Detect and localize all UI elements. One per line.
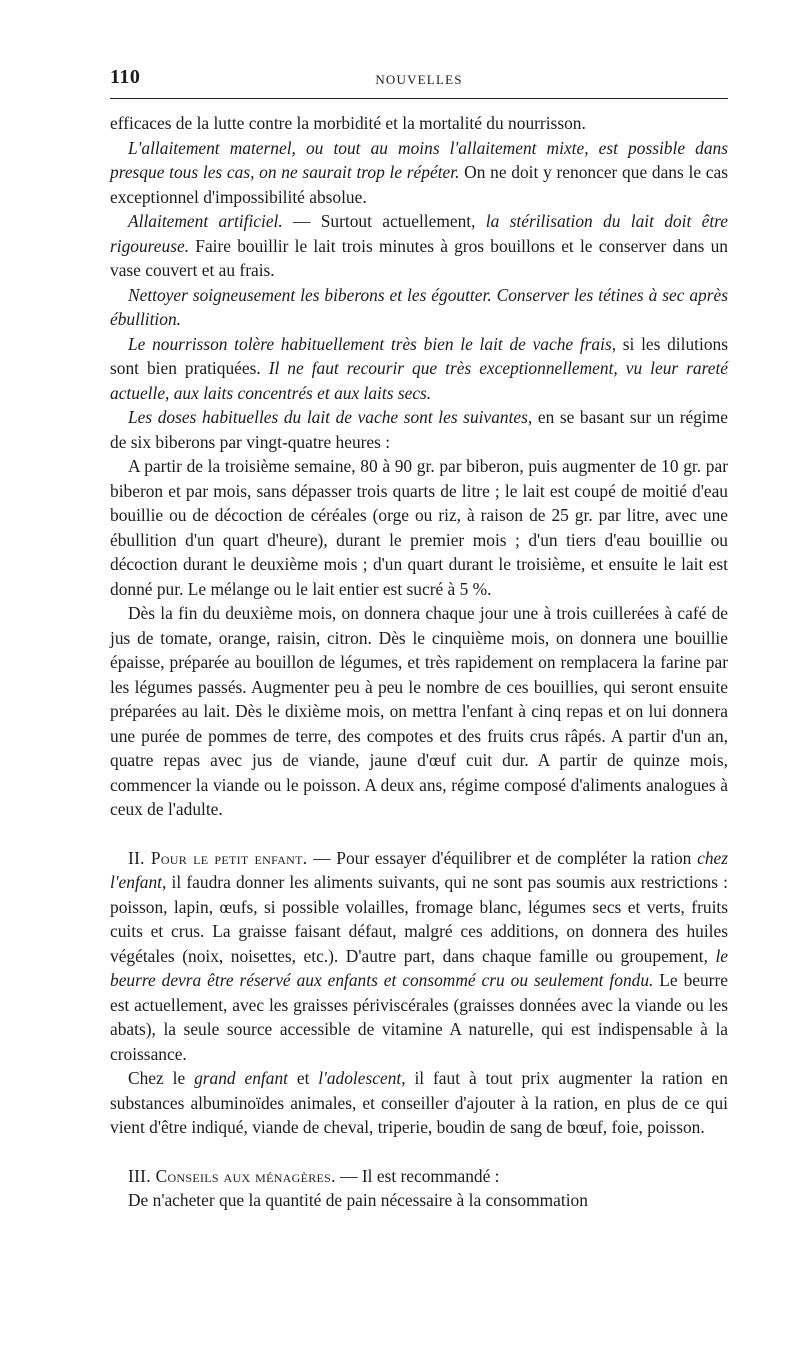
italic-run: Les doses habituelles du lait de vache sont les suivantes, [128,407,533,427]
italic-run: Allaitement artificiel. [128,211,283,231]
section-paragraph [110,846,728,1067]
section-paragraph [110,1164,728,1189]
text-run: De n'acheter que la quantité de pain nécessaire à la consommation [128,1190,588,1210]
text-run: On ne doit y renoncer que dans le cas exceptionnel d'impossibilité absolue. [110,162,728,207]
italic-run: Nettoyer soigneusement les biberons et les égoutter. Conserver les tétines à sec après ébullition. [110,284,728,329]
text-run: et [287,1068,319,1088]
text-run: Chez le [128,1068,195,1088]
section-heading: II. Pour le petit enfant. [128,847,308,868]
text-run: il faudra donner les aliments suivants, qui ne sont pas soumis aux restrictions : poisson, lapin, œufs, si possible volailles, fromage blanc, légumes secs et verts, fruits cuits et crus. La graisse faisant défaut, malgré ces additions, on donnera des huiles végétales (noix, noisettes, etc.). D'autre part, dans chaque famille ou groupement, [110,872,728,966]
paragraph [110,601,728,822]
body-text [110,111,728,1213]
header-rule [110,98,728,99]
paragraph [110,283,728,332]
paragraph [110,405,728,454]
text-run: si les dilutions sont bien pratiquées. [110,333,728,378]
text-run: — Surtout actuellement, [282,211,486,231]
paragraph [110,209,728,283]
italic-run: L'allaitement maternel, ou tout au moins l'allaitement mixte, est possible dans presque tous les cas, on ne saurait trop le répéter. [110,137,728,182]
paragraph [110,1188,728,1213]
italic-run: Il ne faut recourir que très exceptionnellement, vu leur rareté actuelle, aux laits concentrés et aux laits secs. [110,358,728,403]
paragraph [110,454,728,601]
paragraph [110,332,728,406]
text-run: il faut à tout prix augmenter la ration en substances albuminoïdes animales, et conseiller d'ajouter à la ration, en plus de ce qui vient d'être indiqué, viande de cheval, triperie, boudin de sang de bœuf, foie, poisson. [110,1068,728,1137]
text-run: Le beurre est actuellement, avec les graisses périviscérales (graisses données avec la viande ou les abats), la seule source accessible de vitamine A naturelle, qui est indispensable à la croissance. [110,970,728,1064]
italic-run: la stérilisation du lait doit être rigoureuse. [110,211,728,256]
italic-run: l'adolescent, [318,1068,406,1088]
text-run: Dès la fin du deuxième mois, on donnera chaque jour une à trois cuillerées à café de jus de tomate, orange, raisin, citron. Dès le cinquième mois, on donnera une bouillie épaisse, préparée au bouillon de légumes, et très rapidement on remplacera la farine par les légumes passés. Augmenter peu à peu le nombre de ces bouillies, qui seront ensuite préparées au lait. Dès le dixième mois, on mettra l'enfant à cinq repas et on lui donnera une purée de pommes de terre, des compotes et des fruits crus râpés. A partir d'un an, quatre repas avec jus de viande, jaune d'œuf cuit dur. A partir de quinze mois, commencer la viande ou le poisson. A deux ans, régime composé d'aliments analogues à ceux de l'adulte. [110,603,728,819]
text-run: A partir de la troisième semaine, 80 à 90 gr. par biberon, puis augmenter de 10 gr. par biberon et par mois, sans dépasser trois quarts de litre ; le lait est coupé de moitié d'eau bouillie ou de décoction de céréales (orge ou riz, à raison de 25 gr. par litre, avec une ébullition d'un quart d'heure), durant le premier mois ; d'un tiers d'eau bouillie ou décoction durant le deuxième mois ; d'un quart durant le troisième, et ensuite le lait est donné pur. Le mélange ou le lait entier est sucré à 5 %. [110,456,728,599]
paragraph [110,111,728,136]
text-run: — Pour essayer d'équilibrer et de compléter la ration [307,847,698,868]
text-run: Faire bouillir le lait trois minutes à gros bouillons et le conserver dans un vase couvert et au frais. [110,235,728,280]
paragraph [110,136,728,210]
italic-run: chez l'enfant, [110,847,728,892]
text-run: en se basant sur un régime de six biberons par vingt-quatre heures : [110,407,729,452]
running-head: NOUVELLES [375,72,463,87]
section-heading: III. Conseils aux ménagères. [128,1165,336,1186]
document-page [110,64,728,1213]
page-header [110,64,728,94]
text-run: efficaces de la lutte contre la morbidité et la mortalité du nourrisson. [110,113,586,133]
italic-run: le beurre devra être réservé aux enfants et consommé cru ou seulement fondu. [110,945,728,990]
paragraph [110,1066,728,1140]
italic-run: Le nourrisson tolère habituellement très bien le lait de vache frais, [128,333,617,354]
italic-run: grand enfant [194,1068,288,1088]
page-number: 110 [110,66,141,88]
text-run: — Il est recommandé : [335,1165,500,1186]
